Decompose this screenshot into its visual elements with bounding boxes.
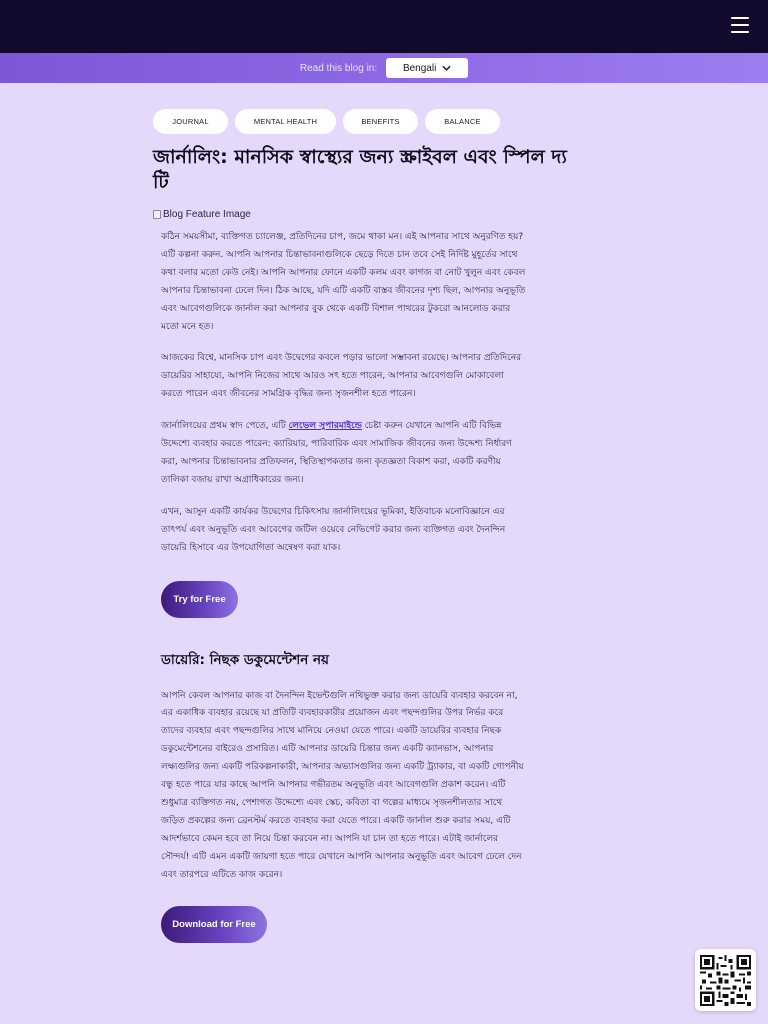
paragraph-4: এখন, আসুন একটি কার্যকর উদ্বেগের চিকিৎসায় জার্নালিংয়ের ভূমিকা, ইতিবাচক মনোবিজ্ঞানে এর তাৎপর্য এবং অনুভূতি এবং আবেগের জটিল ওয়েবে নেভিগেট করার জন্য ব্যক্তিগত এবং দৈনন্দিন ডায়েরি হিসাবে এর উপযোগিতা অন্বেষণ করা যাক। [161, 506, 506, 553]
tag-balance[interactable]: BALANCE [425, 109, 500, 134]
tag-list [153, 109, 533, 134]
article [153, 109, 567, 943]
language-bar [0, 53, 768, 83]
tag-mental-health[interactable]: MENTAL HEALTH [235, 109, 336, 134]
paragraph-5: আপনি কেবল আপনার কাজ বা দৈনন্দিন ইভেন্টগুলি নথিভুক্ত করার জন্য ডায়েরি ব্যবহার করবেন না, এর একাধিক ব্যবহার রয়েছে যা প্রতিটি ব্যবহারকারীর প্রয়োজন এবং পছন্দগুলির উপর নির্ভর করে তাদের ব্যবহার এবং পছন্দগুলির সাথে মানিয়ে নেওয়া যেতে পারে। একটি ডায়েরির ব্যবহার নিছক ডকুমেন্টেশনের বাইরেও প্রসারিত। এটি আপনার ডায়েরি চিন্তার জন্য একটি ক্যানভাস, আপনার লক্ষ্যগুলির জন্য একটি পরিকল্পনাকারী, আপনার অভ্যাসগুলির জন্য একটি ট্র্যাকার, বা একটি গোপনীয় বন্ধু হতে পারে যার কাছে আপনি আপনার গভীরতম অনুভূতি এবং আবেগগুলি প্রকাশ করেন। এটি শুধুমাত্র ব্যক্তিগত নয়, পেশাগত উদ্দেশ্যে এবং স্কেচ, কবিতা বা গল্পের মাধ্যমে সৃজনশীলতার সাথে জড়িত প্রকল্পের জন্য ব্রেনস্টর্ম করতে ব্যবহার করা যেতে পারে। একটি জার্নাল শুরু করার সময়, এটি আদর্শভাবে কেমন হবে তা নিয়ে চিন্তা করবেন না। আপনি যা চান তা হতে পারে। এটাই জার্নালের সৌন্দর্য! এটি এমন একটি জায়গা হতে পারে যেখানে আপনি আপনার অনুভূতি এবং আবেগ ঢেলে দেন এবং তারপরে এটিতে কাজ করেন। [161, 690, 524, 880]
try-for-free-button[interactable]: Try for Free [161, 581, 238, 618]
hamburger-icon[interactable] [731, 16, 749, 34]
download-for-free-button[interactable]: Download for Free [161, 906, 267, 943]
feature-image-alt: Blog Feature Image [163, 209, 251, 220]
broken-image-icon [153, 210, 161, 219]
language-select[interactable] [386, 58, 468, 78]
paragraph-3-end: চেষ্টা করুন যেখানে আপনি এটি বিভিন্ন উদ্দেশ্যে ব্যবহার করতে পারেন: ক্যারিয়ার, পারিবারিক এবং সামাজিক জীবনের জন্য উদ্দেশ্য নির্ধারণ করা, আপনার চিন্তাভাবনার প্রতিফলন, স্থিতিস্থাপকতার জন্য কৃতজ্ঞতা বিকাশ করা, একটি করণীয় তালিকা বজায় রাখা অগ্রাধিকারের জন্য। [161, 421, 512, 485]
paragraph-3-start: জার্নালিংয়ের প্রথম স্বাদ পেতে, এটি [161, 421, 289, 432]
paragraph-3 [161, 418, 526, 490]
level-supermind-link[interactable]: লেভেল সুপারমাইন্ডে [288, 421, 362, 432]
tag-journal[interactable]: JOURNAL [153, 109, 228, 134]
top-navbar [0, 0, 768, 53]
paragraph-2: আজকের বিশ্বে, মানসিক চাপ এবং উদ্বেগের কবলে পড়ার ভালো সম্ভাবনা রয়েছে। আপনার প্রতিদিনের ডায়েরির সাহায্যে, আপনি নিজের সাথে আরও সৎ হতে পারেন, আপনার আবেগগুলি মোকাবেলা করতে পারেন এবং জীবনের সামগ্রিক বৃদ্ধির জন্য সৃজনশীল হতে পারেন। [161, 353, 522, 400]
article-title: জার্নালিং: মানসিক স্বাস্থ্যের জন্য স্ক্রাইবল এবং স্পিল দ্য টি [153, 146, 567, 193]
paragraph-1: কঠিন সময়সীমা, ব্যক্তিগত চ্যালেঞ্জ, প্রতিদিনের চাপ, জমে থাকা মন। এই আপনার সাথে অনুরণিত হয়? এটি কল্পনা করুন. আপনি আপনার চিন্তাভাবনাগুলিকে ছেড়ে দিতে চান তবে সেই নির্দিষ্ট মুহূর্তের সাথে কথা বলার মতো কেউ নেই। আপনি আপনার ফোনে একটি কলম এবং কাগজ বা নোট খুলুন এবং কেবল আপনার চিন্তাভাবনা ঢেলে দিন। ঠিক আছে, যদি এটি একটি বাস্তব জীবনের দৃশ্য ছিল, আপনার অনুভূতি এবং আবেগগুলিকে জার্নাল করা আপনার বুক থেকে একটি বিশাল পাথরের টুকরো আনলোড করার মতো মনে হত। [161, 232, 526, 332]
language-label: Read this blog in: [299, 62, 378, 74]
qr-code-icon[interactable] [695, 949, 756, 1011]
selected-language: Bengali [402, 62, 437, 74]
tag-benefits[interactable]: BENEFITS [343, 109, 418, 134]
chevron-down-icon [442, 65, 451, 71]
feature-image [153, 209, 533, 220]
section-heading: ডায়েরি: নিছক ডকুমেন্টেশন নয় [161, 651, 329, 668]
